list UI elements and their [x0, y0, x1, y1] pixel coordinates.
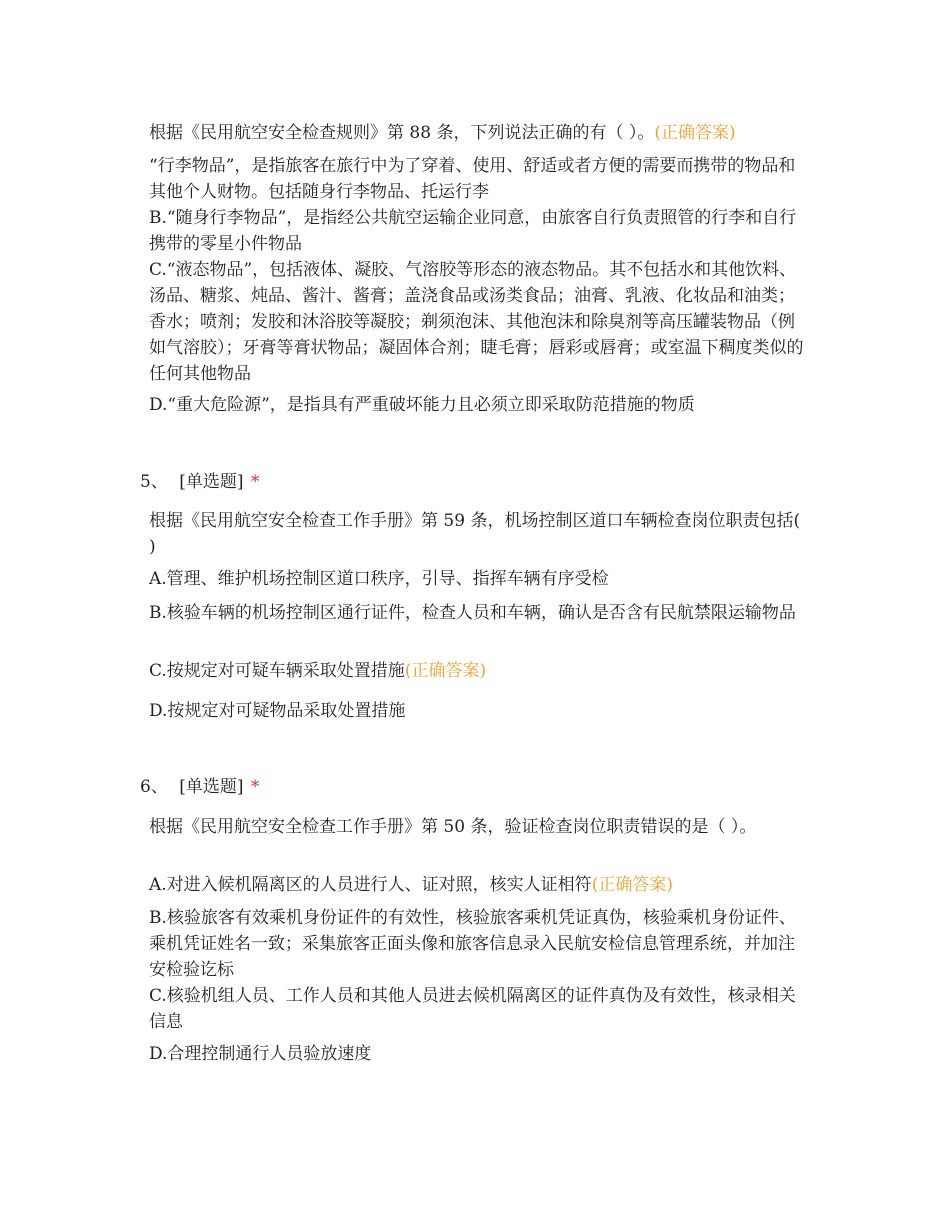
- stem-text: 根据《民用航空安全检查工作手册》第 59 条，机场控制区道口车辆检查岗位职责包括( ): [149, 511, 801, 557]
- option-c: [149, 257, 804, 387]
- question-number: 6、: [140, 777, 168, 797]
- option-text: B.“随身行李物品”，是指经公共航空运输企业同意，由旅客自行负责照管的行李和自行携带的零星小件物品: [149, 208, 797, 254]
- option-d: [149, 392, 804, 418]
- option-text: D.“重大危险源”，是指具有严重破坏能力且必须立即采取防范措施的物质: [149, 395, 695, 415]
- correct-answer-tag: (正确答案): [404, 661, 487, 681]
- question-stem: [149, 508, 804, 560]
- required-mark: *: [250, 472, 260, 492]
- option-text: C.按规定对可疑车辆采取处置措施: [149, 661, 405, 681]
- option-a: [149, 153, 804, 205]
- correct-answer-tag: (正确答案): [654, 123, 736, 143]
- option-a: [149, 566, 804, 592]
- stem-text: 根据《民用航空安全检查工作手册》第 50 条，验证检查岗位职责错误的是（ ）。: [149, 817, 757, 837]
- option-text: D.合理控制通行人员验放速度: [149, 1044, 372, 1064]
- option-b: [149, 905, 804, 983]
- question-header: [140, 774, 259, 800]
- question-type: [单选题]: [179, 472, 244, 492]
- option-text: C.核验机组人员、工作人员和其他人员进去候机隔离区的证件真伪及有效性，核录相关信息: [149, 986, 796, 1032]
- question-header: [140, 469, 259, 495]
- option-c: [149, 983, 804, 1035]
- required-mark: *: [250, 777, 260, 797]
- option-b: [149, 600, 804, 626]
- question-number: 5、: [140, 472, 168, 492]
- option-text: B.核验车辆的机场控制区通行证件，检查人员和车辆，确认是否含有民航禁限运输物品: [149, 603, 796, 623]
- option-text: A.对进入候机隔离区的人员进行人、证对照，核实人证相符: [149, 875, 592, 895]
- option-text: A.管理、维护机场控制区道口秩序，引导、指挥车辆有序受检: [149, 569, 609, 589]
- option-c: [149, 658, 804, 684]
- question-stem: [149, 120, 804, 146]
- option-d: [149, 698, 804, 724]
- correct-answer-tag: (正确答案): [591, 875, 673, 895]
- option-text: D.按规定对可疑物品采取处置措施: [149, 701, 406, 721]
- option-text: “行李物品”，是指旅客在旅行中为了穿着、使用、舒适或者方便的需要而携带的物品和其他个人财物。包括随身行李物品、托运行李: [149, 156, 796, 202]
- option-d: [149, 1041, 804, 1067]
- option-a: [149, 872, 804, 898]
- stem-text: 根据《民用航空安全检查规则》第 88 条，下列说法正确的有（ ）。: [149, 123, 655, 143]
- option-text: B.核验旅客有效乘机身份证件的有效性，核验旅客乘机凭证真伪，核验乘机身份证件、乘机凭证姓名一致；采集旅客正面头像和旅客信息录入民航安检信息管理系统，并加注安检验讫标: [149, 908, 796, 980]
- question-type: [单选题]: [179, 777, 244, 797]
- question-stem: [149, 814, 804, 840]
- option-text: C.“液态物品”，包括液体、凝胶、气溶胶等形态的液态物品。其不包括水和其他饮料、汤品、糖浆、炖品、酱汁、酱膏；盖浇食品或汤类食品；油膏、乳液、化妆品和油类；香水；喷剂；发胶和沐浴胶等凝胶；剃须泡沫、其他泡沫和除臭剂等高压罐装物品（例如气溶胶）；牙膏等膏状物品；凝固体合剂；睫毛膏；唇彩或唇膏；或室温下稠度类似的任何其他物品: [149, 260, 804, 384]
- option-b: [149, 205, 804, 257]
